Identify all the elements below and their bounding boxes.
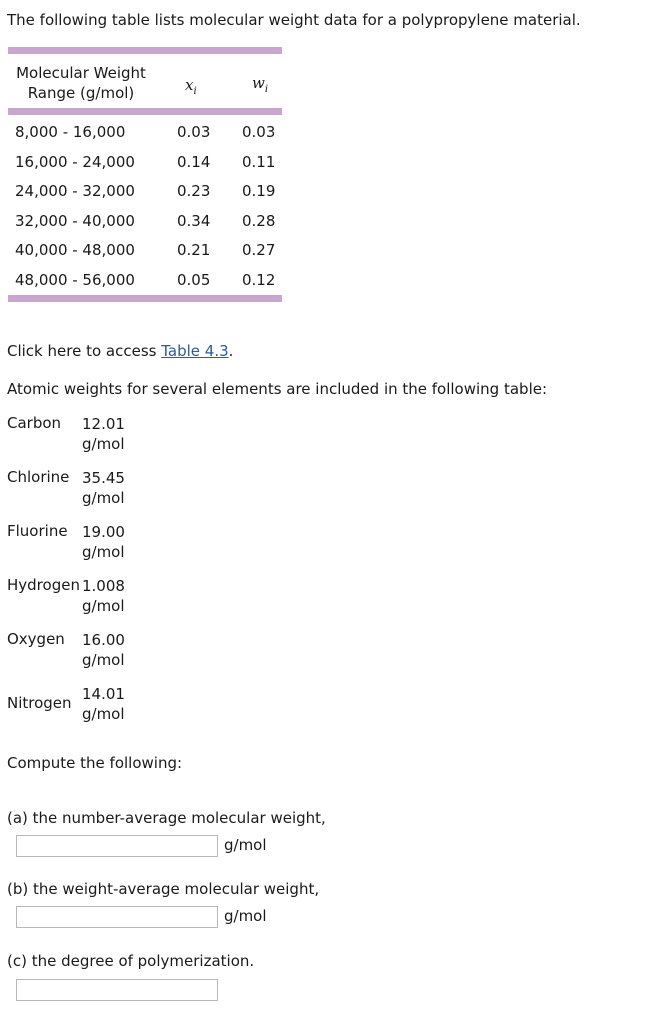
number-average-input[interactable] [16, 835, 218, 857]
cell-range: 8,000 - 16,000 [15, 123, 126, 141]
table-bottom-rule [8, 295, 282, 302]
compute-heading: Compute the following: [7, 754, 183, 772]
question-a-unit: g/mol [224, 836, 267, 854]
question-c-label: (c) the degree of polymerization. [7, 952, 255, 970]
table-row [8, 153, 282, 183]
cell-wi: 0.03 [242, 123, 276, 141]
degree-of-polymerization-input[interactable] [16, 979, 218, 1001]
cell-wi: 0.28 [242, 212, 276, 230]
cell-range: 40,000 - 48,000 [15, 241, 135, 259]
cell-wi: 0.19 [242, 182, 276, 200]
column-header-xi: $x_i$ [185, 76, 197, 97]
table-4-3-link[interactable]: Table 4.3 [161, 342, 229, 360]
table-row [8, 212, 282, 242]
cell-wi: 0.12 [242, 271, 276, 289]
atomic-intro: Atomic weights for several elements are included in the following table: [7, 380, 548, 398]
cell-wi: 0.11 [242, 153, 276, 171]
intro-text: The following table lists molecular weight data for a polypropylene material. [7, 11, 581, 29]
cell-xi: 0.34 [177, 212, 211, 230]
table-row [8, 123, 282, 153]
cell-range: 16,000 - 24,000 [15, 153, 135, 171]
cell-range: 48,000 - 56,000 [15, 271, 135, 289]
cell-xi: 0.21 [177, 241, 211, 259]
cell-xi: 0.23 [177, 182, 211, 200]
table-top-rule [8, 47, 282, 54]
table-row [8, 241, 282, 271]
question-b-label: (b) the weight-average molecular weight, [7, 880, 320, 898]
cell-range: 32,000 - 40,000 [15, 212, 135, 230]
cell-range: 24,000 - 32,000 [15, 182, 135, 200]
cell-xi: 0.05 [177, 271, 211, 289]
weight-average-input[interactable] [16, 906, 218, 928]
table-header-rule [8, 108, 282, 115]
cell-xi: 0.14 [177, 153, 211, 171]
access-line: Click here to access Table 4.3. [7, 342, 234, 360]
cell-xi: 0.03 [177, 123, 211, 141]
column-header-wi: $w_i$ [252, 74, 269, 95]
question-b-unit: g/mol [224, 907, 267, 925]
cell-wi: 0.27 [242, 241, 276, 259]
column-header-range: Molecular Weight Range (g/mol) [16, 64, 146, 102]
question-a-label: (a) the number-average molecular weight, [7, 809, 326, 827]
table-row [8, 182, 282, 212]
